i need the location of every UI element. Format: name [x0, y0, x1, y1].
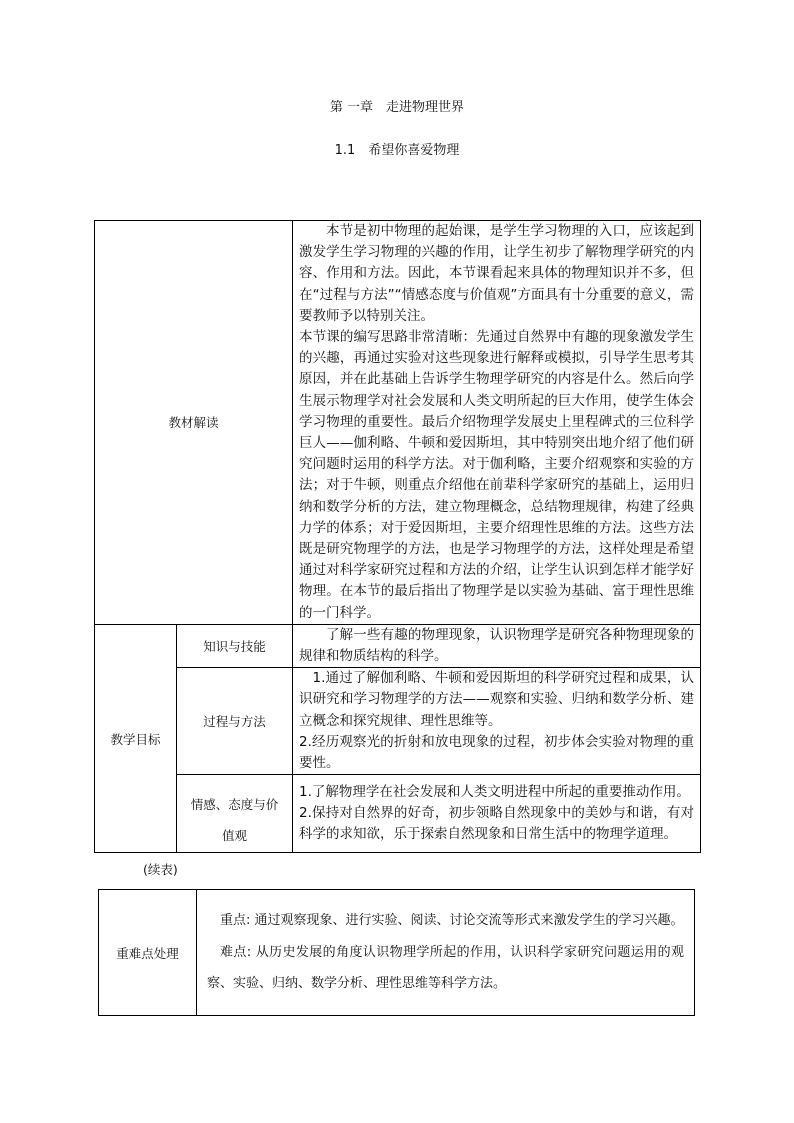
table-row: [95, 221, 701, 625]
jiaocai-para-2: 本节课的编写思路非常清晰：先通过自然界中有趣的现象激发学生的兴趣，再通过实验对这些现象进行解释或模拟，引导学生思考其原因，并在此基础上告诉学生物理学研究的内容是什么。然后向学生展示物理学对社会发展和人类文明所起的巨大作用，使学生体会学习物理的重要性。最后介绍物理学发展史上里程碑式的三位科学巨人——伽利略、牛顿和爱因斯坦，其中特别突出地介绍了他们研究问题时运用的科学方法。对于伽利略，主要介绍观察和实验的方法；对于牛顿，则重点介绍他在前辈科学家研究的基础上，运用归纳和数学分析的方法，建立物理概念，总结物理规律，构建了经典力学的体系；对于爱因斯坦，主要介绍理性思维的方法。这些方法既是研究物理学的方法，也是学习物理学的方法，这样处理是希望通过对科学家研究过程和方法的介绍，让学生认识到怎样才能学好物理。在本节的最后指出了物理学是以实验为基础、富于理性思维的一门科学。: [299, 329, 695, 621]
table-row: [99, 890, 695, 1016]
guocheng-content: [293, 668, 701, 775]
key-points-table: [98, 889, 695, 1016]
table-row: [95, 668, 701, 775]
zhongnandian-content: [197, 890, 695, 1016]
jiaocai-para-1: 本节是初中物理的起始课，是学生学习物理的入口，应该起到激发学生学习物理的兴趣的作用，让学生初步了解物理学研究的内容、作用和方法。因此，本节课看起来具体的物理知识并不多，但在“过程与方法”“情感态度与价值观”方面具有十分重要的意义，需要教师予以特别关注。: [299, 223, 695, 324]
zhishi-content: [293, 624, 701, 667]
section-title: 1.1 希望你喜爱物理: [334, 143, 460, 158]
qinggan-content: [293, 775, 701, 853]
jiaocai-label: 教材解读: [95, 221, 293, 625]
continued-label: (续表): [143, 862, 178, 877]
qinggan-item-1: 1.了解物理学在社会发展和人类文明进程中所起的重要推动作用。: [299, 783, 690, 800]
zhongnandian-label: 重难点处理: [99, 890, 197, 1016]
jiaocai-content: [293, 221, 701, 625]
qinggan-label-line-1: 情感、态度与价: [190, 796, 279, 812]
qinggan-label-line-2: 值观: [222, 827, 248, 843]
guocheng-label: 过程与方法: [177, 668, 293, 775]
zhishi-label: 知识与技能: [177, 624, 293, 667]
guocheng-item-2: 2.经历观察光的折射和放电现象的过程，初步体会实验对物理的重要性。: [299, 733, 695, 772]
guocheng-item-1: 1.通过了解伽利略、牛顿和爱因斯坦的科学研究过程和成果，认识研究和学习物理学的方法——观察和实验、归纳和数学分析、建立概念和探究规律、理性思维等。: [299, 670, 695, 729]
nandian-text: 难点: 从历史发展的角度认识物理学所起的作用，认识科学家研究问题运用的观察、实验、归纳、数学分析、理性思维等科学方法。: [207, 944, 684, 992]
jiaoxue-label: 教学目标: [95, 624, 177, 852]
chapter-title: 第 一章 走进物理世界: [329, 100, 465, 115]
zhishi-text: 了解一些有趣的物理现象，认识物理学是研究各种物理现象的规律和物质结构的科学。: [299, 626, 695, 665]
zhongdian-text: 重点: 通过观察现象、进行实验、阅读、讨论交流等形式来激发学生的学习兴趣。: [220, 913, 684, 929]
qinggan-label: [177, 775, 293, 853]
table-row: [95, 624, 701, 667]
qinggan-item-2: 2.保持对自然界的好奇，初步领略自然现象中的美妙与和谐，有对科学的求知欲，乐于探索自然现象和日常生活中的物理学道理。: [299, 805, 695, 843]
table-row: [95, 775, 701, 853]
lesson-analysis-table: [94, 220, 701, 853]
